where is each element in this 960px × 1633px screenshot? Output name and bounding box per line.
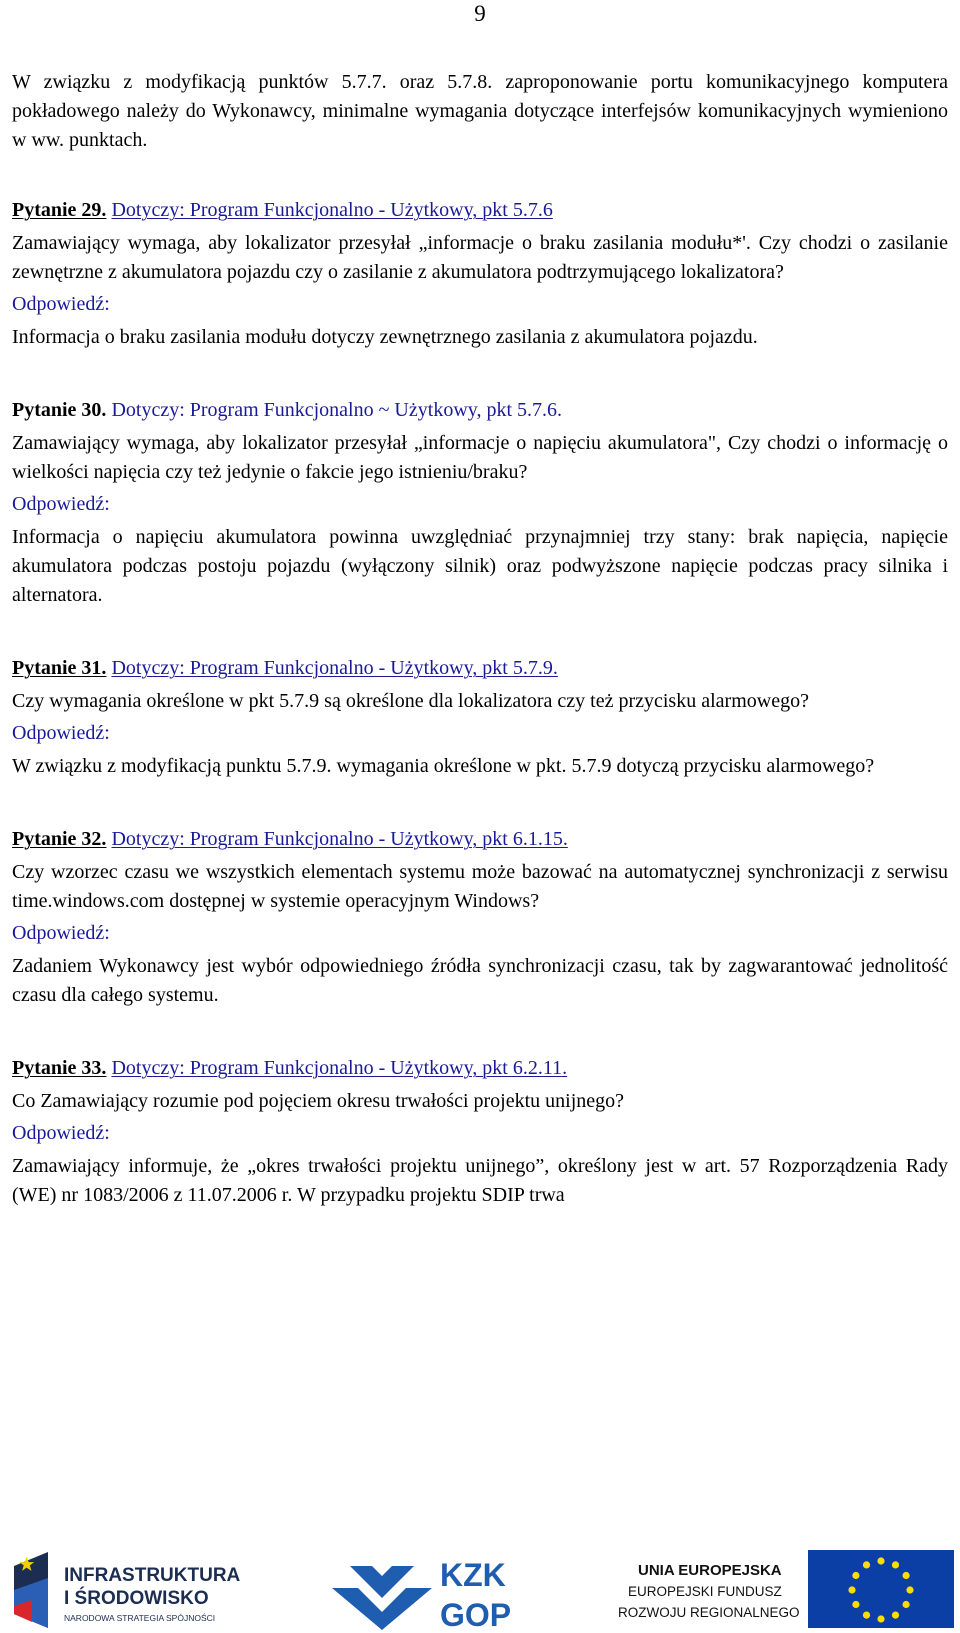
answer-label: Odpowiedź: — [12, 293, 110, 315]
question-number: Pytanie 29. — [12, 199, 107, 221]
question-number: Pytanie 31. — [12, 657, 107, 679]
question-text: Zamawiający wymaga, aby lokalizator przesyłał „informacje o napięciu akumulatora", Czy chodzi o informację o wielkości napięcia czy też jedynie o fakcie jego istnieniu/braku? — [12, 432, 948, 483]
document-body — [12, 68, 948, 1254]
kzk-gop-logo — [330, 1548, 540, 1630]
question-number: Pytanie 30. — [12, 399, 107, 421]
kzk-chevron-icon — [332, 1566, 432, 1630]
answer-text: Informacja o braku zasilania modułu dotyczy zewnętrznego zasilania z akumulatora pojazdu. — [12, 326, 758, 348]
page-number: 9 — [474, 1, 486, 26]
question-reference: Dotyczy: Program Funkcjonalno - Użytkowy, pkt 5.7.6 — [111, 199, 553, 221]
kzk-line2: GOP — [440, 1597, 512, 1630]
answer-label: Odpowiedź: — [12, 722, 110, 744]
answer-label: Odpowiedź: — [12, 493, 110, 515]
question-block — [12, 654, 948, 781]
infra-line3: NARODOWA STRATEGIA SPÓJNOŚCI — [64, 1613, 216, 1623]
question-block — [12, 196, 948, 352]
question-heading — [12, 196, 948, 225]
answer-text: W związku z modyfikacją punktu 5.7.9. wymagania określone w pkt. 5.7.9 dotyczą przycisku alarmowego? — [12, 755, 875, 777]
eu-flag-icon — [808, 1550, 954, 1628]
question-block — [12, 825, 948, 1010]
infra-line2: I ŚRODOWISKO — [64, 1588, 209, 1609]
footer-logos — [0, 1540, 960, 1633]
intro-paragraph: W związku z modyfikacją punktów 5.7.7. oraz 5.7.8. zaproponowanie portu komunikacyjnego komputera pokładowego należy do Wykonawcy, minimalne wymagania dotyczące interfejsów komunikacyjnych wymieniono w ww. punktach. — [12, 71, 948, 151]
question-text: Co Zamawiający rozumie pod pojęciem okresu trwałości projektu unijnego? — [12, 1090, 625, 1112]
answer-text: Zamawiający informuje, że „okres trwałości projektu unijnego”, określony jest w art. 57 Rozporządzenia Rady (WE) nr 1083/2006 z 11.07.2006 r. W przypadku projektu SDIP trwa — [12, 1155, 948, 1206]
kzk-line1: KZK — [440, 1557, 506, 1593]
question-heading — [12, 396, 948, 425]
answer-label: Odpowiedź: — [12, 1122, 110, 1144]
eu-line2: EUROPEJSKI FUNDUSZ — [628, 1584, 782, 1599]
question-text: Czy wzorzec czasu we wszystkich elementach systemu może bazować na automatycznej synchronizacji z serwisu time.windows.com dostępnej w systemie operacyjnym Windows? — [12, 861, 948, 912]
question-text: Czy wymagania określone w pkt 5.7.9 są określone dla lokalizatora czy też przycisku alarmowego? — [12, 690, 809, 712]
eu-fund-logo — [616, 1548, 956, 1630]
answer-text: Zadaniem Wykonawcy jest wybór odpowiedniego źródła synchronizacji czasu, tak by zagwarantować jednolitość czasu dla całego systemu. — [12, 955, 948, 1006]
eu-line1: UNIA EUROPEJSKA — [638, 1562, 782, 1579]
question-block — [12, 1054, 948, 1210]
question-number: Pytanie 32. — [12, 828, 107, 850]
question-block — [12, 396, 948, 610]
question-reference: Dotyczy: Program Funkcjonalno - Użytkowy, pkt 5.7.9. — [111, 657, 558, 679]
question-number: Pytanie 33. — [12, 1057, 107, 1079]
question-reference: Dotyczy: Program Funkcjonalno ~ Użytkowy, pkt 5.7.6. — [111, 399, 563, 421]
question-reference: Dotyczy: Program Funkcjonalno - Użytkowy, pkt 6.1.15. — [111, 828, 568, 850]
question-text: Zamawiający wymaga, aby lokalizator przesyłał „informacje o braku zasilania modułu*'. Czy chodzi o zasilanie zewnętrzne z akumulatora pojazdu czy o zasilanie z akumulatora podtrzymującego lokalizatora? — [12, 232, 948, 283]
eu-line3: ROZWOJU REGIONALNEGO — [618, 1605, 800, 1620]
infrastruktura-srodowisko-logo — [8, 1548, 258, 1630]
answer-text: Informacja o napięciu akumulatora powinna uwzględniać przynajmniej trzy stany: brak napięcia, napięcie akumulatora podczas postoju pojazdu (wyłączony silnik) oraz podwyższone napięcie podczas pracy silnika i alternatora. — [12, 526, 948, 606]
question-heading — [12, 1054, 948, 1083]
infra-line1: INFRASTRUKTURA — [64, 1565, 241, 1586]
question-heading — [12, 825, 948, 854]
answer-label: Odpowiedź: — [12, 922, 110, 944]
infrastruktura-mark-icon — [14, 1552, 48, 1628]
question-reference: Dotyczy: Program Funkcjonalno - Użytkowy, pkt 6.2.11. — [111, 1057, 568, 1079]
question-heading — [12, 654, 948, 683]
